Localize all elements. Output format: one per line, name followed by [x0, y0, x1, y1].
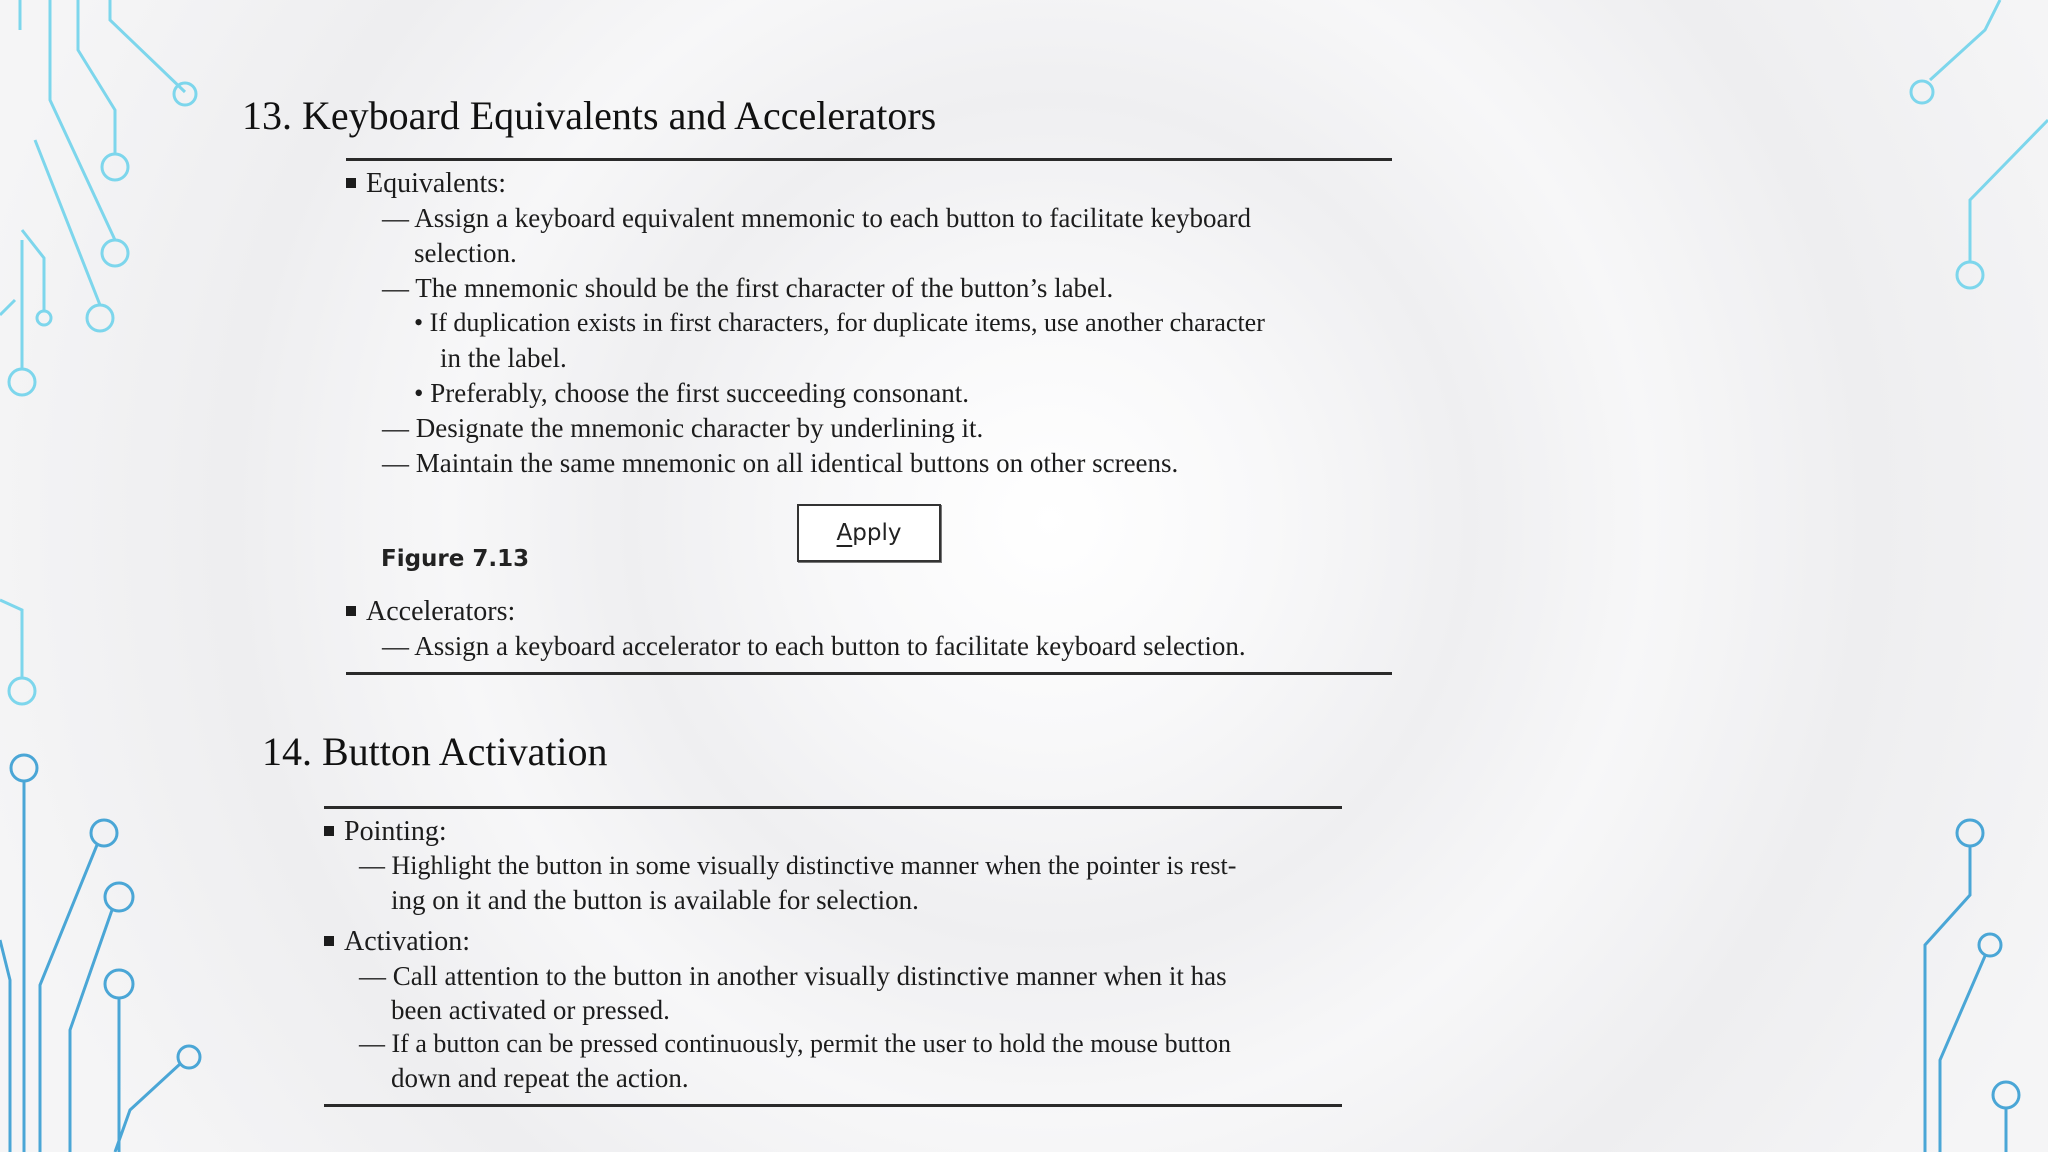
list-item: selection. — [414, 238, 517, 268]
list-item: — Assign a keyboard accelerator to each button to facilitate keyboard selection. — [382, 631, 1246, 661]
bottom-rule-section-13 — [346, 672, 1392, 675]
list-item: — Assign a keyboard equivalent mnemonic to each button to facilitate keyboard — [382, 203, 1251, 233]
accelerators-heading — [346, 596, 515, 628]
list-item: — Call attention to the button in another visually distinctive manner when it has — [359, 961, 1227, 991]
list-item: — If a button can be pressed continuously, permit the user to hold the mouse button — [359, 1029, 1232, 1058]
apply-mnemonic: A — [836, 520, 853, 546]
square-bullet-icon — [324, 826, 334, 836]
top-rule-section-14 — [324, 806, 1342, 809]
list-item: — The mnemonic should be the first character of the button’s label. — [382, 273, 1114, 303]
list-item: — Maintain the same mnemonic on all identical buttons on other screens. — [382, 448, 1179, 478]
list-item: — Designate the mnemonic character by underlining it. — [382, 413, 984, 443]
square-bullet-icon — [324, 936, 334, 946]
equivalents-heading-text: Equivalents: — [366, 168, 506, 199]
list-item: down and repeat the action. — [391, 1063, 689, 1093]
square-bullet-icon — [346, 606, 356, 616]
pointing-heading — [324, 816, 447, 848]
list-item: been activated or pressed. — [391, 995, 670, 1025]
top-rule-section-13 — [346, 158, 1392, 161]
list-item: • If duplication exists in first characters, for duplicate items, use another character — [414, 308, 1265, 337]
list-item: — Highlight the button in some visually distinctive manner when the pointer is rest- — [359, 851, 1237, 880]
list-item: in the label. — [440, 343, 567, 373]
square-bullet-icon — [346, 178, 356, 188]
activation-heading — [324, 926, 470, 958]
accelerators-heading-text: Accelerators: — [366, 596, 516, 627]
bottom-rule-section-14 — [324, 1104, 1342, 1107]
list-item: ing on it and the button is available for selection. — [391, 885, 919, 915]
section-14-title: 14. Button Activation — [262, 729, 608, 774]
equivalents-heading — [346, 168, 506, 200]
activation-heading-text: Activation: — [344, 926, 470, 957]
apply-button-figure — [797, 504, 941, 562]
apply-label-rest: pply — [852, 520, 902, 546]
pointing-heading-text: Pointing: — [344, 816, 447, 847]
figure-caption: Figure 7.13 — [381, 546, 530, 572]
list-item: • Preferably, choose the first succeeding consonant. — [414, 378, 970, 408]
section-13-title: 13. Keyboard Equivalents and Accelerators — [242, 93, 937, 138]
